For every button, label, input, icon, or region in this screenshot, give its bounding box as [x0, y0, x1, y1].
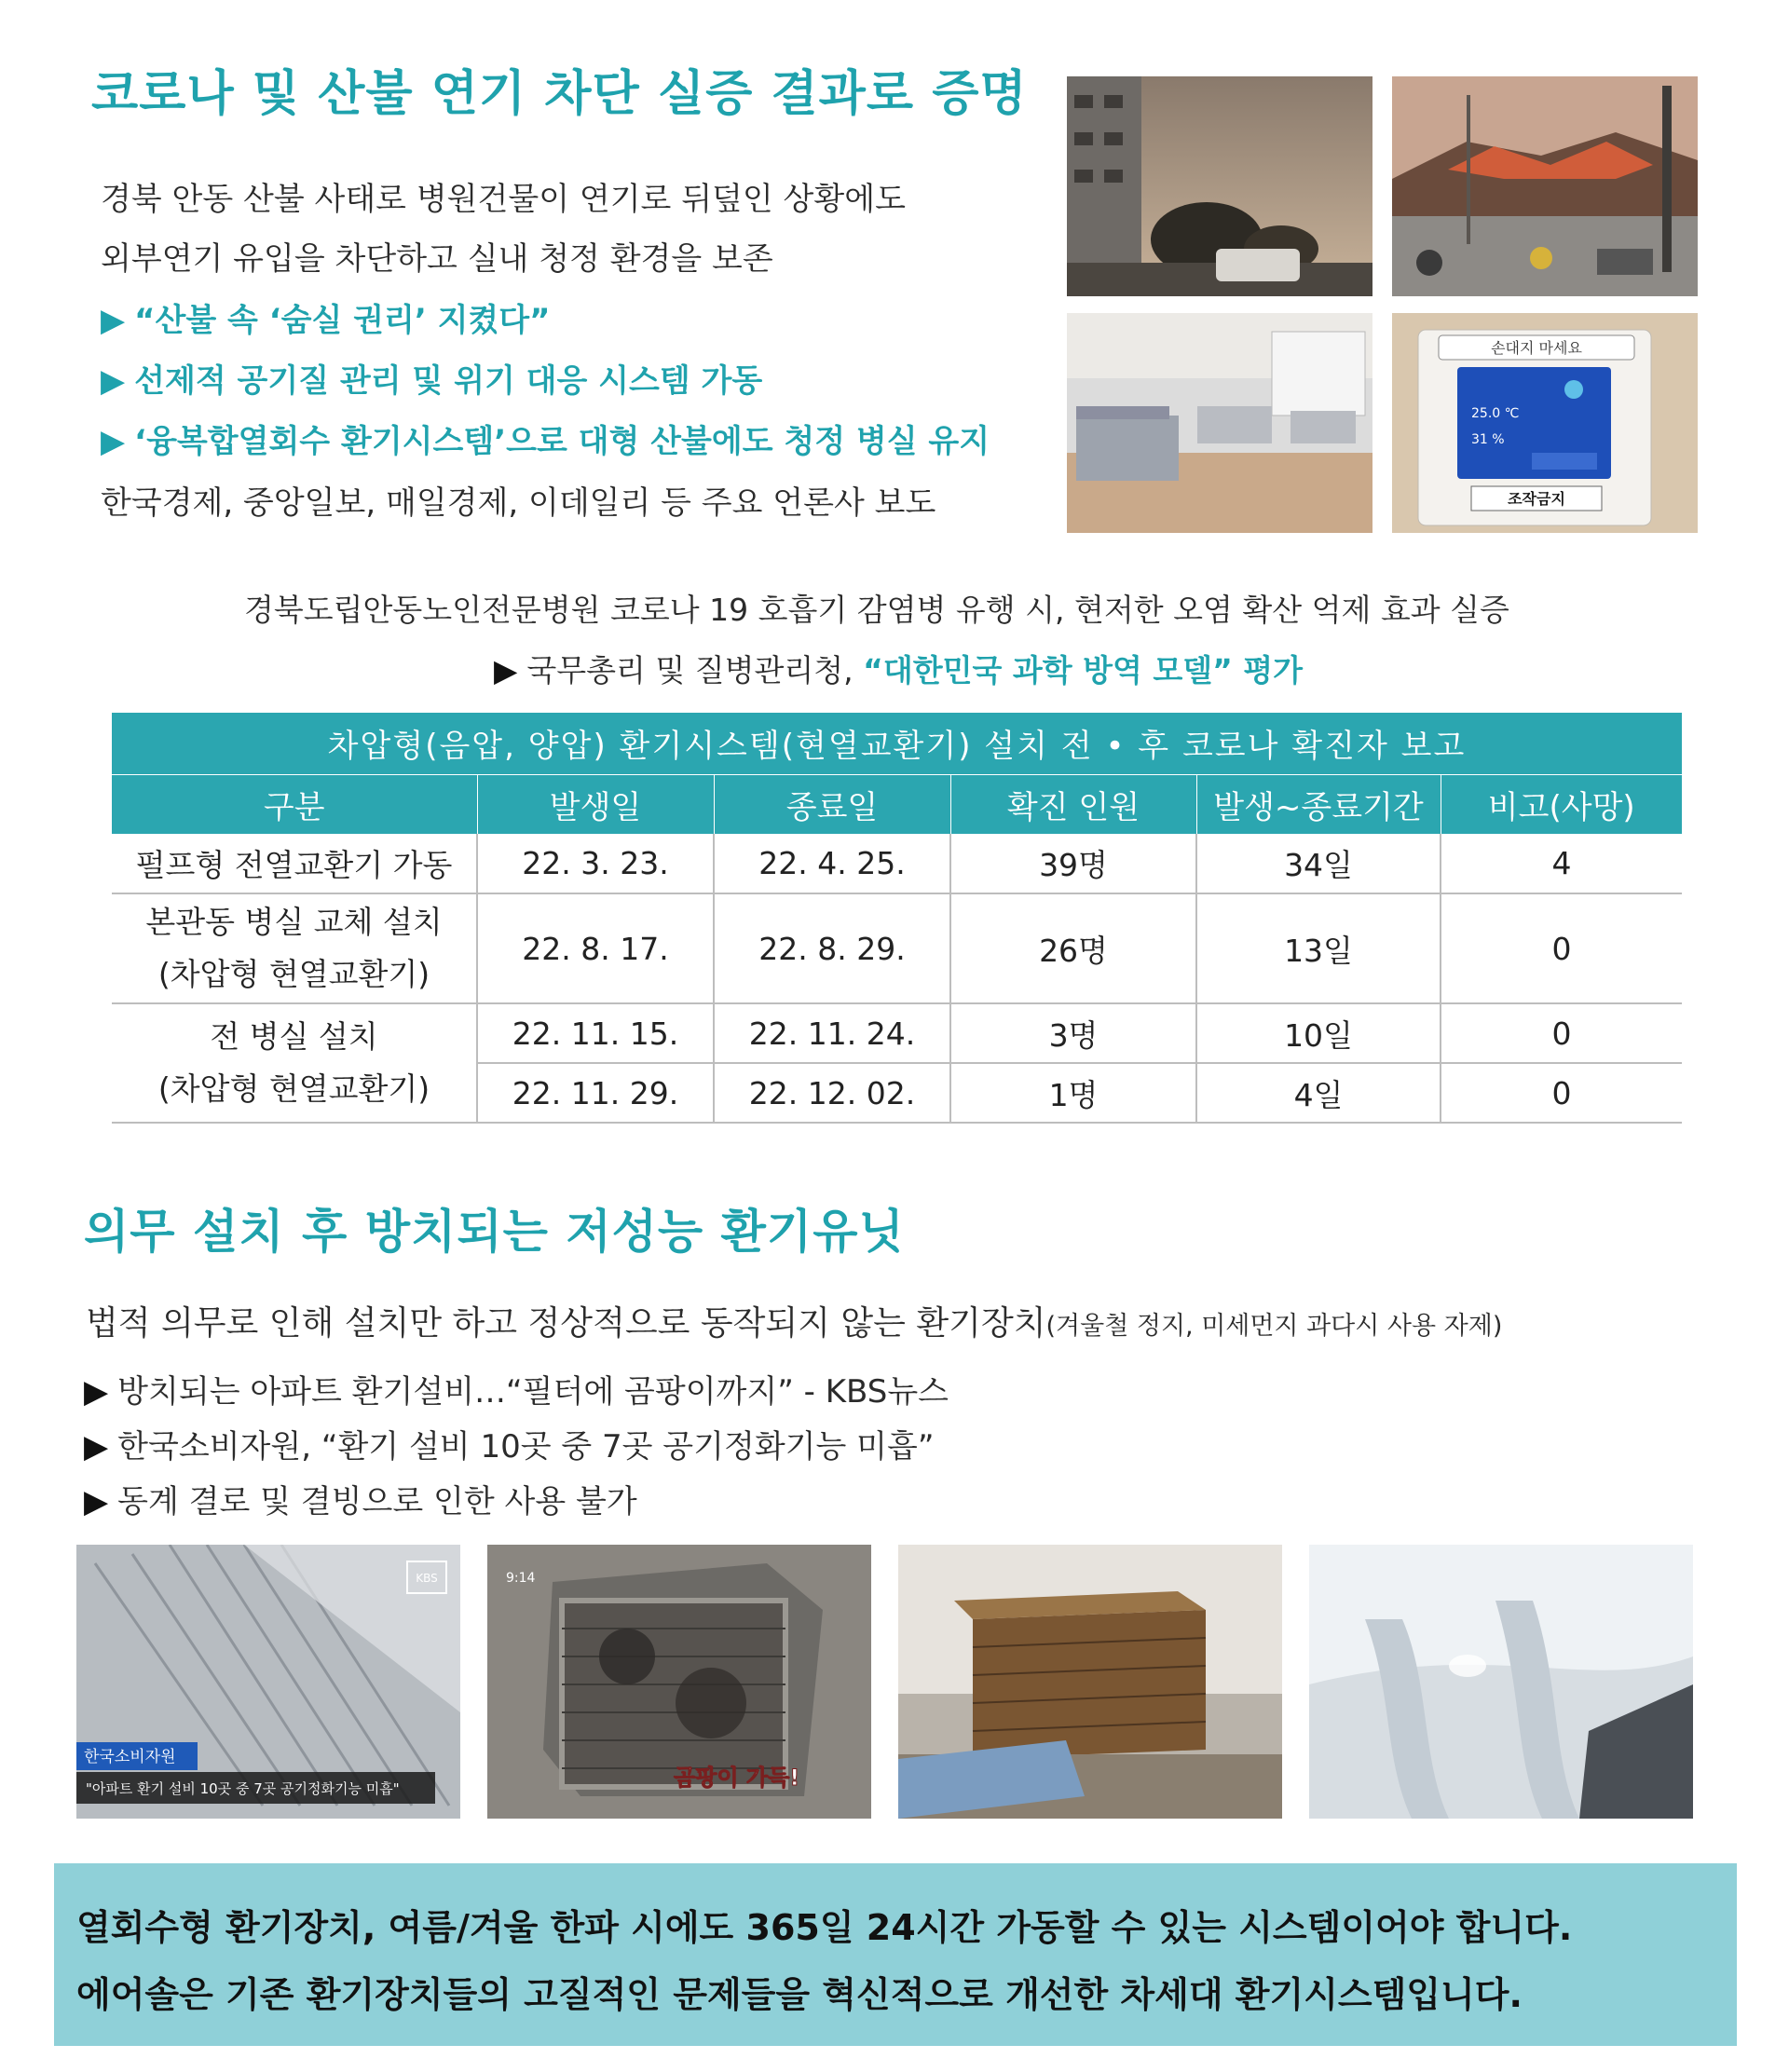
photo-wildfire-mountain	[1392, 76, 1698, 296]
cell-end: 22. 11. 24.	[714, 1003, 950, 1063]
photo2-caption: 곰팡이 가득!	[674, 1765, 800, 1791]
col-header-period: 발생~종료기간	[1196, 774, 1441, 834]
section2-bullet-2	[84, 1421, 934, 1466]
section1-line-2: 외부연기 유입을 차단하고 실내 청정 환경을 보존	[101, 240, 773, 278]
covid-report-table	[112, 713, 1682, 1124]
callout-line-2: 에어솔은 기존 환기장치들의 고질적인 문제들을 혁신적으로 개선한 차세대 환기시스템입니다.	[76, 1974, 1523, 2015]
sign-bottom-text: 조작금지	[1508, 490, 1565, 508]
bullet-icon: ▶	[101, 302, 126, 339]
cell-count: 26명	[950, 893, 1196, 1003]
cell-count: 39명	[950, 834, 1196, 893]
cell-deaths: 4	[1441, 834, 1682, 893]
photo-hospital-ward	[1067, 313, 1372, 533]
evidence-line-2-prefix: 국무총리 및 질병관리청,	[526, 652, 854, 688]
bullet-icon: ▶	[84, 1428, 109, 1465]
press-coverage: 한국경제, 중앙일보, 매일경제, 이데일리 등 주요 언론사 보도	[101, 484, 936, 522]
highlight-3-text: ‘융복합열회수 환기시스템’으로 대형 산불에도 청정 병실 유지	[134, 423, 990, 460]
highlight-2-text: 선제적 공기질 관리 및 위기 대응 시스템 가동	[134, 362, 763, 400]
photo-smoky-hospital	[1067, 76, 1372, 296]
photo-control-panel	[1392, 313, 1698, 533]
kbs-logo-text: KBS	[416, 1572, 438, 1585]
bullet-icon: ▶	[84, 1373, 109, 1411]
cell-category	[112, 893, 477, 1003]
cell-end: 22. 12. 02.	[714, 1063, 950, 1123]
col-header-category: 구분	[112, 774, 477, 834]
cell-deaths: 0	[1441, 1003, 1682, 1063]
cell-end: 22. 8. 29.	[714, 893, 950, 1003]
table-header-row	[112, 774, 1682, 834]
col-header-end: 종료일	[714, 774, 950, 834]
photo-rusty-core	[898, 1545, 1282, 1819]
cell-count: 1명	[950, 1063, 1196, 1123]
callout-box	[54, 1863, 1737, 2046]
cell-start: 22. 3. 23.	[477, 834, 714, 893]
evidence-line-1: 경북도립안동노인전문병원 코로나 19 호흡기 감염병 유행 시, 현저한 오염 확산 억제 효과 실증	[244, 592, 1509, 628]
cell-period: 10일	[1196, 1003, 1441, 1063]
cell-deaths: 0	[1441, 1063, 1682, 1123]
section2-bullet-1-text: 방치되는 아파트 환기설비…“필터에 곰팡이까지” - KBS뉴스	[117, 1373, 949, 1411]
evidence-line-2-highlight: “대한민국 과학 방역 모델” 평가	[863, 652, 1304, 688]
section2-bullet-2-text: 한국소비자원, “환기 설비 10곳 중 7곳 공기정화기능 미흡”	[117, 1428, 935, 1465]
cell-end: 22. 4. 25.	[714, 834, 950, 893]
table-row	[112, 834, 1682, 893]
display-temp: 25.0 ℃	[1471, 406, 1520, 421]
highlight-3	[101, 416, 990, 461]
evidence-line-2	[494, 647, 1303, 690]
cell-category-line-1: 본관동 병실 교체 설치	[145, 904, 443, 940]
photo-frozen-duct	[1309, 1545, 1693, 1819]
callout-line-1: 열회수형 환기장치, 여름/겨울 한파 시에도 365일 24시간 가동할 수 있는 시스템이어야 합니다.	[76, 1907, 1573, 1948]
photo-moldy-filter	[487, 1545, 871, 1819]
section2-bullet-3-text: 동계 결로 및 결빙으로 인한 사용 불가	[117, 1483, 637, 1520]
section2-title: 의무 설치 후 방치되는 저성능 환기유닛	[84, 1205, 905, 1259]
section1-line-1: 경북 안동 산불 사태로 병원건물이 연기로 뒤덮인 상황에도	[101, 181, 906, 218]
sign-top-text: 손대지 마세요	[1491, 339, 1582, 357]
cell-category: 펄프형 전열교환기 가동	[112, 834, 477, 893]
table-row	[112, 1003, 1682, 1063]
bullet-icon: ▶	[101, 423, 126, 460]
photo1-tag: 한국소비자원	[84, 1748, 176, 1766]
cell-period: 13일	[1196, 893, 1441, 1003]
table-title-row	[112, 713, 1682, 774]
section2-intro-note: (겨울철 정지, 미세먼지 과다시 사용 자제)	[1045, 1312, 1503, 1341]
photo2-time: 9:14	[506, 1571, 536, 1586]
cell-period: 4일	[1196, 1063, 1441, 1123]
photo1-caption: "아파트 환기 설비 10곳 중 7곳 공기정화기능 미흡"	[86, 1780, 400, 1797]
col-header-count: 확진 인원	[950, 774, 1196, 834]
photo-news-filter	[76, 1545, 460, 1819]
col-header-deaths: 비고(사망)	[1441, 774, 1682, 834]
section2-bullet-3	[84, 1476, 637, 1521]
cell-start: 22. 11. 29.	[477, 1063, 714, 1123]
cell-deaths: 0	[1441, 893, 1682, 1003]
col-header-start: 발생일	[477, 774, 714, 834]
bullet-icon: ▶	[101, 362, 126, 400]
highlight-1-text: “산불 속 ‘숨실 권리’ 지켰다”	[134, 302, 551, 339]
table-title: 차압형(음압, 양압) 환기시스템(현열교환기) 설치 전 • 후 코로나 확진자 보고	[112, 713, 1682, 774]
cell-count: 3명	[950, 1003, 1196, 1063]
highlight-1	[101, 294, 550, 340]
bullet-icon: ▶	[84, 1483, 109, 1520]
cell-category-line-2: (차압형 현열교환기)	[157, 956, 430, 992]
cell-start: 22. 11. 15.	[477, 1003, 714, 1063]
section2-intro-main: 법적 의무로 인해 설치만 하고 정상적으로 동작되지 않는 환기장치	[86, 1304, 1046, 1343]
cell-category-line-1: 전 병실 설치	[210, 1018, 378, 1055]
cell-category	[112, 1003, 477, 1123]
highlight-2	[101, 355, 762, 401]
cell-start: 22. 8. 17.	[477, 893, 714, 1003]
display-humidity: 31 %	[1471, 432, 1505, 447]
section2-bullet-1	[84, 1366, 949, 1411]
section2-intro	[86, 1297, 1502, 1344]
table-row	[112, 893, 1682, 1003]
bullet-icon: ▶	[494, 652, 518, 688]
cell-period: 34일	[1196, 834, 1441, 893]
section1-title: 코로나 및 산불 연기 차단 실증 결과로 증명	[91, 66, 1028, 122]
cell-category-line-2: (차압형 현열교환기)	[157, 1070, 430, 1107]
